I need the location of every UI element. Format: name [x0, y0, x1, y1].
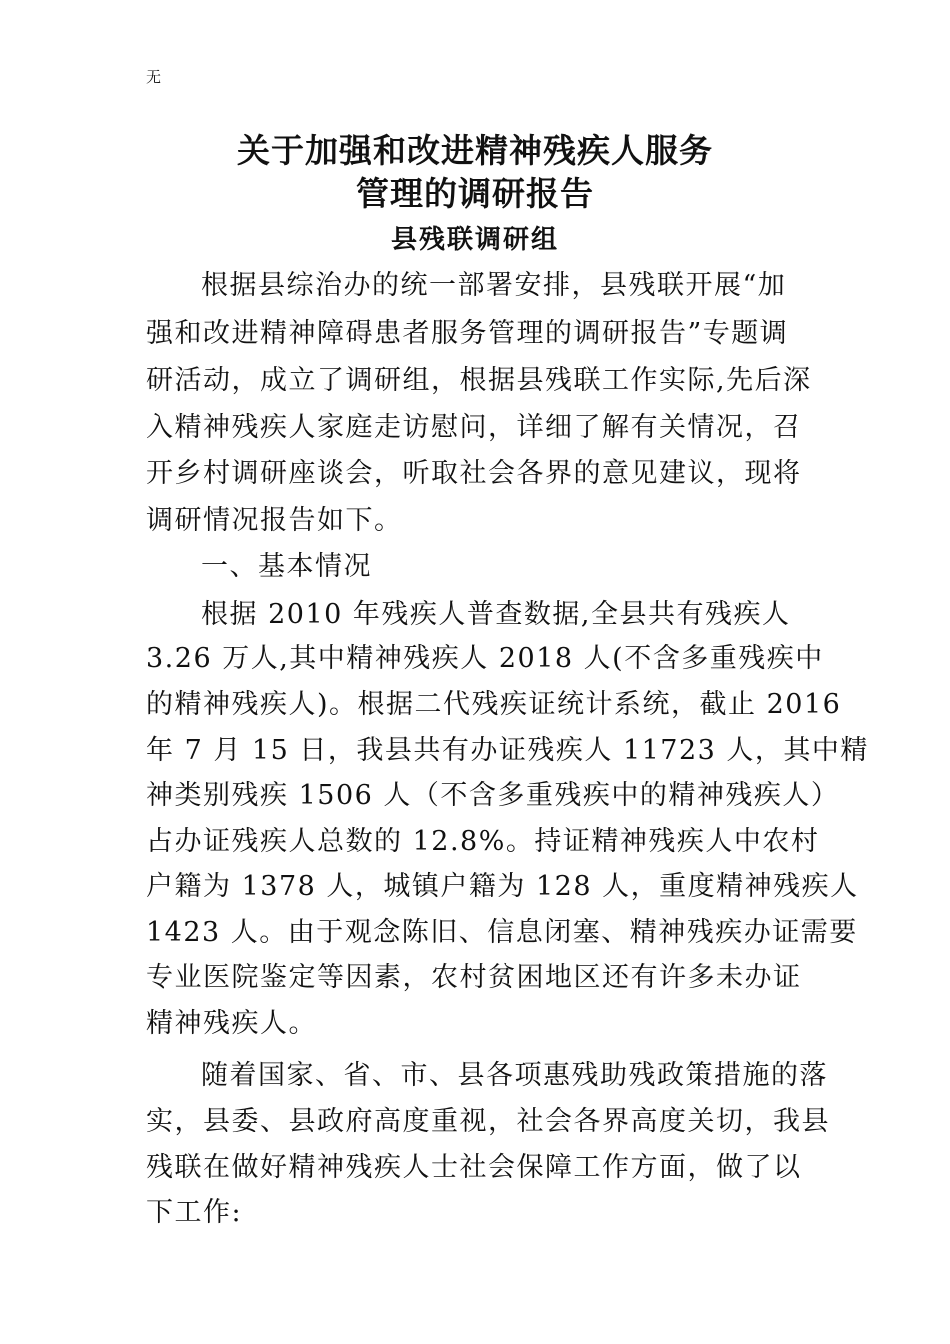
paragraph-2-line-2: 3.26 万人,其中精神残疾人 2018 人(不含多重残疾中: [146, 643, 824, 674]
paragraph-1-line-5: 开乡村调研座谈会，听取社会各界的意见建议，现将: [146, 458, 802, 489]
header-mark: 无: [146, 68, 162, 86]
paragraph-3-line-4: 下工作:: [146, 1197, 243, 1228]
paragraph-3-line-2: 实，县委、县政府高度重视，社会各界高度关切，我县: [146, 1106, 830, 1137]
paragraph-2-line-10: 精神残疾人。: [146, 1008, 317, 1039]
section-heading-basic-situation: 一、基本情况: [201, 551, 372, 582]
document-title-line-1: 关于加强和改进精神残疾人服务: [237, 131, 713, 170]
paragraph-1-line-6: 调研情况报告如下。: [146, 505, 403, 536]
paragraph-3-line-3: 残联在做好精神残疾人士社会保障工作方面，做了以: [146, 1152, 802, 1183]
paragraph-2-line-6: 占办证残疾人总数的 12.8%。持证精神残疾人中农村: [146, 826, 820, 857]
paragraph-1-line-2: 强和改进精神障碍患者服务管理的调研报告”专题调: [146, 318, 789, 349]
paragraph-2-line-4: 年 7 月 15 日，我县共有办证残疾人 11723 人，其中精: [146, 735, 869, 766]
paragraph-1-line-4: 入精神残疾人家庭走访慰问，详细了解有关情况，召: [146, 412, 802, 443]
paragraph-2-line-8: 1423 人。由于观念陈旧、信息闭塞、精神残疾办证需要: [146, 917, 858, 948]
paragraph-2-line-5: 神类别残疾 1506 人（不含多重残疾中的精神残疾人）: [146, 780, 840, 811]
document-title-line-2: 管理的调研报告: [356, 174, 594, 213]
paragraph-2-line-9: 专业医院鉴定等因素，农村贫困地区还有许多未办证: [146, 962, 802, 993]
paragraph-1-line-3: 研活动，成立了调研组，根据县残联工作实际,先后深: [146, 365, 812, 396]
paragraph-1-line-1: 根据县综治办的统一部署安排，县残联开展“加: [201, 270, 787, 301]
paragraph-2-line-1: 根据 2010 年残疾人普查数据,全县共有残疾人: [201, 599, 791, 630]
paragraph-2-line-3: 的精神残疾人)。根据二代残疾证统计系统，截止 2016: [146, 689, 842, 720]
paragraph-3-line-1: 随着国家、省、市、县各项惠残助残政策措施的落: [201, 1060, 828, 1091]
author-byline: 县残联调研组: [390, 225, 559, 255]
paragraph-2-line-7: 户籍为 1378 人，城镇户籍为 128 人，重度精神残疾人: [146, 871, 859, 902]
